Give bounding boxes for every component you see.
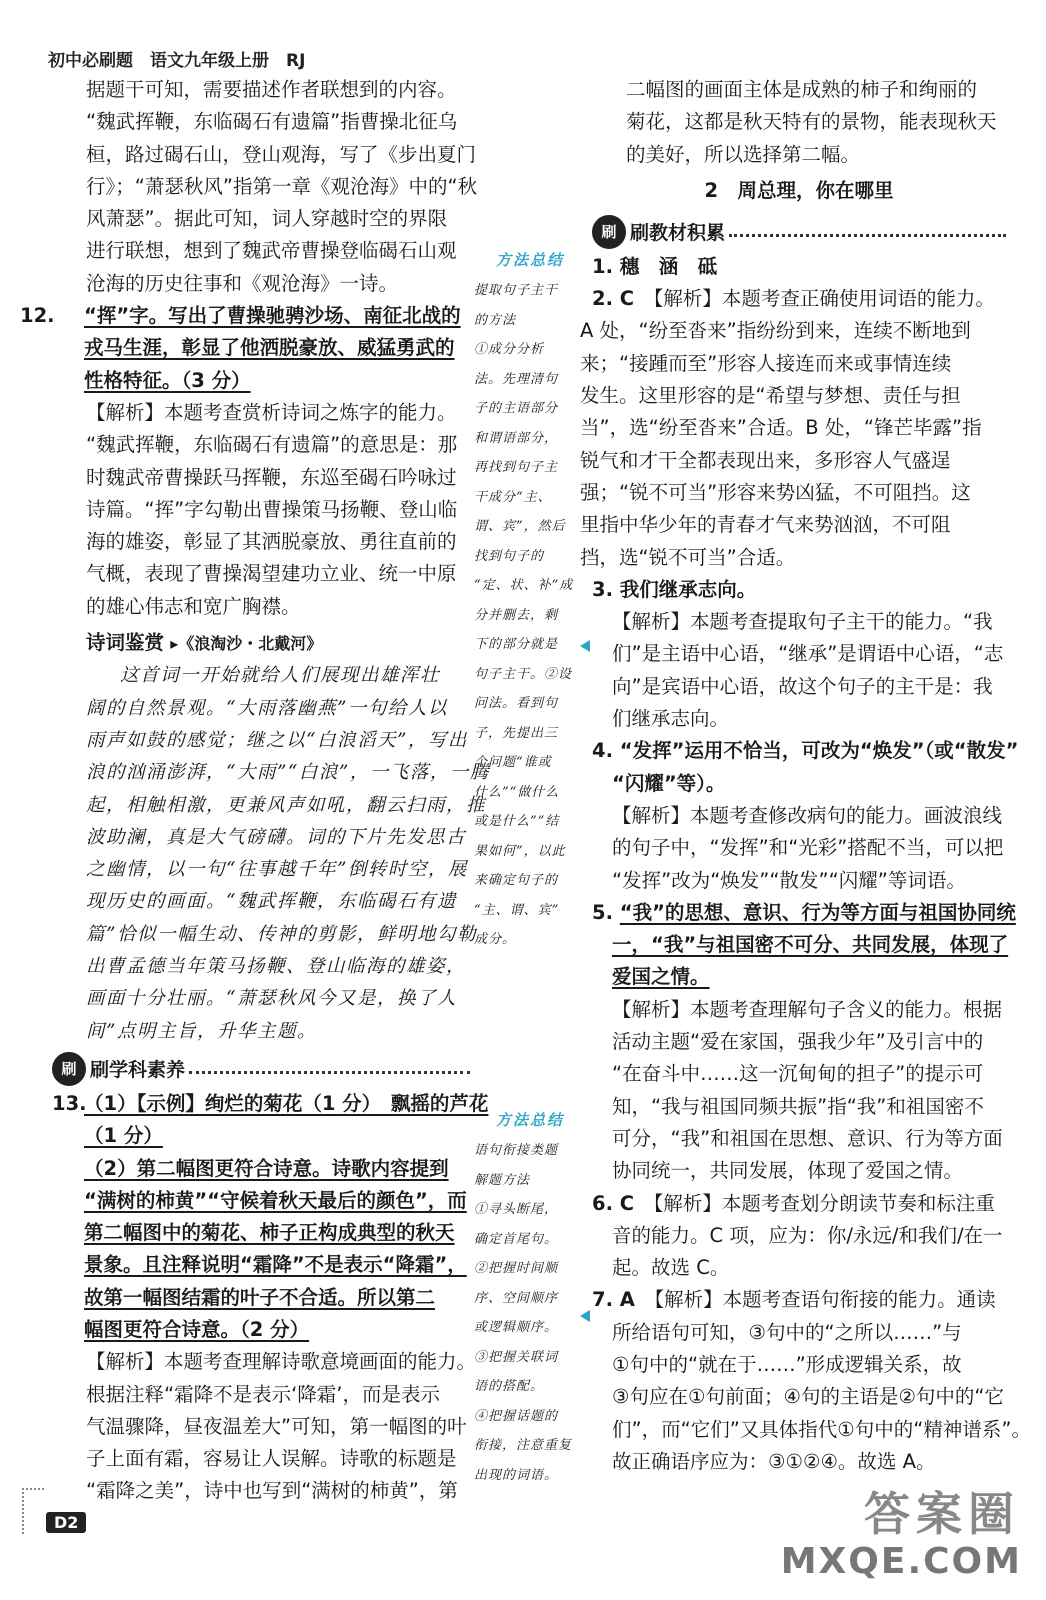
explanation-line: 向”是宾语中心语，故这个句子的主干是：我 <box>612 674 993 698</box>
answer-line: A 处，“纷至沓来”指纷纷到来，连续不断地到 <box>580 319 971 343</box>
explanation-line: 可分，“我”和祖国在思想、意识、行为等方面 <box>612 1126 1003 1150</box>
poem-appreciation-text <box>52 660 490 1048</box>
q5-explanation <box>592 994 1006 1188</box>
answer-text: “满树的柿黄”“守候着秋天最后的颜色”，而 <box>84 1188 467 1212</box>
tip-line: 找到句子的 <box>474 548 545 564</box>
answer-line: 音的能力。C 项，应为：你/永远/和我们/在一 <box>612 1223 1003 1247</box>
q5-answer <box>592 897 1016 994</box>
tip-line: 确定首尾句。 <box>474 1231 559 1247</box>
section-textbook-accumulation <box>592 215 1006 249</box>
answer-line: 强；“锐不可当”形容来势凶猛，不可阻挡。这 <box>580 480 971 504</box>
tip-heading: 方法总结 <box>495 1111 564 1129</box>
tip-line: 分并删去，剩 <box>474 607 559 623</box>
answer-line <box>52 1185 470 1217</box>
text-line: 据题干可知，需要描述作者联想到的内容。 <box>86 78 457 101</box>
answer-line <box>592 961 1006 993</box>
explanation-line: 根据注释“霜降不是表示‘降霜’，而是表示 <box>86 1382 440 1406</box>
explanation-line: “在奋斗中……这一沉甸甸的担子”的提示可 <box>612 1062 984 1086</box>
tip-line: 子的主语部分 <box>474 401 559 416</box>
text-line: 行》；“萧瑟秋风”指第一章《观沧海》中的“秋 <box>86 174 478 198</box>
text-line: 桓，路过碣石山，登山观海，写了《步出夏门 <box>86 142 477 166</box>
tip-line: 或逻辑顺序。 <box>474 1320 559 1335</box>
explanation-line: 【解析】本题考查提取句子主干的能力。“我 <box>612 610 993 634</box>
section-subject-literacy <box>52 1052 470 1086</box>
q3-explanation <box>592 606 1006 735</box>
q13-explanation <box>52 1346 477 1507</box>
poem-line: 之幽情，以一句“往事越千年”倒转时空，展 <box>86 859 468 881</box>
answer-text: 爱国之情。 <box>612 965 710 989</box>
left-column <box>20 74 490 1508</box>
explanation-line: 【解析】本题考查修改病句的能力。画波浪线 <box>612 803 1003 827</box>
explanation-line: 【解析】本题考查赏析诗词之炼字的能力。 <box>86 400 457 424</box>
dotted-divider <box>189 1070 470 1074</box>
tip-line: 个问题“谁或 <box>474 755 552 770</box>
answer-line: 2. C 【解析】本题考查正确使用词语的能力。 <box>592 287 995 311</box>
tip-line: 干成分“主、 <box>474 489 552 505</box>
tip-line: 衔接，注意重复 <box>474 1438 573 1453</box>
answer-line: 故正确语序应为：③①②④。故选 A。 <box>612 1449 936 1473</box>
pointer-arrow-icon <box>580 1310 590 1322</box>
tip-line: 提取句子主干 <box>474 283 559 298</box>
unit-title: 2 周总理，你在哪里 <box>704 178 894 202</box>
answer-text: 第二幅图中的菊花、柿子正构成典型的秋天 <box>84 1221 455 1245</box>
question-number: 12. <box>20 304 55 328</box>
q6-number-choice: 6. C <box>592 1191 635 1215</box>
tip-line: ④把握话题的 <box>474 1408 559 1424</box>
answer-line <box>52 1314 470 1346</box>
poem-appreciation-subtitle: ▸《浪淘沙・北戴河》 <box>170 634 323 654</box>
tip-line: 子，先提出三 <box>474 725 559 741</box>
poem-appreciation-title: 诗词鉴赏 <box>86 631 165 655</box>
text-line: 二幅图的画面主体是成熟的柿子和绚丽的 <box>626 78 978 101</box>
question-number: 13. <box>52 1091 87 1115</box>
answer-line: 7. A 【解析】本题考查语句衔接的能力。通读 <box>592 1288 996 1312</box>
tip-line: “主、谓、宾” <box>474 902 560 918</box>
answer-line: 锐气和才干全都表现出来，多形容人气盛逞 <box>580 448 951 472</box>
explanation-line: 的句子中，“发挥”和“光彩”搭配不当，可以把 <box>612 836 1004 860</box>
tip-line: 解题方法 <box>474 1172 531 1188</box>
explanation-line: 诗篇。“挥”字勾勒出曹操策马扬鞭、登山临 <box>86 497 458 521</box>
tip-heading: 方法总结 <box>495 251 564 269</box>
tip-line: 句子主干。②设 <box>474 666 573 682</box>
tip-line: 什么”“做什么 <box>474 784 560 800</box>
method-summary-tip-1 <box>474 244 586 955</box>
tip-line: 成分。 <box>474 932 517 947</box>
poem-line: 浪的汹涌澎湃，“大雨”“白浪”，一飞落，一腾 <box>86 762 490 784</box>
poem-line: 波助澜，真是大气磅礴。词的下片先发思古 <box>86 826 467 848</box>
brush-badge-icon: 刷 <box>592 215 626 249</box>
method-summary-tip-2 <box>474 1104 586 1490</box>
answer-line: ①句中的“就在于……”形成逻辑关系，故 <box>612 1352 962 1376</box>
answer-line <box>52 1153 470 1185</box>
explanation-line: 海的雄姿，彰显了其洒脱豪放、勇往直前的 <box>86 530 457 554</box>
explanation-line: “发挥”改为“焕发”“散发”“闪耀”等词语。 <box>612 868 966 892</box>
answer-line: 5. “我”的思想、意识、行为等方面与祖国协同统 <box>592 900 1016 924</box>
page-header: 初中必刷题 语文九年级上册 RJ <box>48 51 306 71</box>
poem-line: 现历史的画面。“魏武挥鞭，东临碣石有遗 <box>86 891 457 913</box>
answer-text: 幅图更符合诗意。（2 分） <box>84 1317 310 1341</box>
section-title: 刷教材积累 <box>630 222 726 245</box>
poem-line: 画面十分壮丽。“萧瑟秋风今又是，换了人 <box>86 988 457 1010</box>
tip-line: “定、状、补”成 <box>474 578 574 593</box>
tip-line: 或是什么”“结 <box>474 814 560 829</box>
brush-badge-icon: 刷 <box>52 1052 86 1086</box>
answer-text: 一，“我”与祖国密不可分、共同发展，体现了 <box>612 933 1009 957</box>
explanation-line: 子上面有霜，容易让人误解。诗歌的标题是 <box>86 1447 457 1471</box>
q13-explanation-continued <box>592 74 1006 171</box>
answer-text: 故第一幅图结霜的叶子不合适。所以第二 <box>84 1285 436 1309</box>
explanation-line: “霜降之美”，诗中也写到“满树的柿黄”，第 <box>86 1479 458 1503</box>
answer-line <box>592 929 1009 961</box>
answer-line: 起。故选 C。 <box>612 1256 730 1280</box>
poem-line: 这首词一开始就给人们展现出雄浑壮 <box>120 665 441 687</box>
tip-line: 法。先理清句 <box>474 371 559 387</box>
q12-explanation <box>52 397 470 623</box>
q3-answer: 3. 我们继承志向。 <box>592 577 757 601</box>
watermark-url: MXQE.COM <box>780 1541 1022 1582</box>
q1-answer: 1. 穗 涵 砥 <box>592 254 718 278</box>
tip-line: ①成分分析 <box>474 342 545 357</box>
answer-line <box>20 300 470 332</box>
q2-number-choice: 2. C <box>592 287 635 311</box>
answer-line <box>84 332 470 364</box>
answer-line: “闪耀”等）。 <box>612 771 726 795</box>
answer-line <box>52 1088 489 1120</box>
section-title: 刷学科素养 <box>90 1059 186 1082</box>
explanation-line: 的雄心伟志和宽广胸襟。 <box>86 594 301 618</box>
text-line: 菊花，这都是秋天特有的景物，能表现秋天 <box>626 110 997 134</box>
explanation-line: 气概，表现了曹操渴望建功立业、统一中原 <box>86 562 457 586</box>
tip-line: 来确定句子的 <box>474 873 559 888</box>
explanation-line: 时魏武帝曹操跃马挥鞭，东巡至碣石吟咏过 <box>86 465 457 489</box>
tip-line: ①寻头断尾， <box>474 1202 559 1217</box>
poem-line: 阔的自然景观。“大雨落幽燕”一句给人以 <box>86 697 448 719</box>
answer-line: ③句应在①句前面；④句的主语是②句中的“它 <box>612 1385 1005 1409</box>
explanation-line: 【解析】本题考查理解句子含义的能力。根据 <box>612 997 1003 1021</box>
text-line: 风萧瑟”。据此可知，词人穿越时空的界限 <box>86 207 448 231</box>
poem-line: 间”点明主旨，升华主题。 <box>86 1020 317 1042</box>
tip-line: 再找到句子主 <box>474 460 559 475</box>
answer-line: 当”，选“纷至沓来”合适。B 处，“锋芒毕露”指 <box>580 416 982 440</box>
q4-answer <box>592 735 1019 800</box>
q4-explanation <box>592 800 1006 897</box>
answer-text: “我”的思想、意识、行为等方面与祖国协同统 <box>619 900 1016 924</box>
tip-line: 下的部分就是 <box>474 637 559 652</box>
tip-line: 果如何”，以此 <box>474 843 566 859</box>
answer-line <box>52 1217 470 1249</box>
answer-text: 景象。且注释说明“霜降”不是表示“降霜”， <box>84 1253 467 1277</box>
answer-line: 发生。这里形容的是“希望与梦想、责任与担 <box>580 384 961 408</box>
text-line: “魏武挥鞭，东临碣石有遗篇”指曹操北征乌 <box>86 110 458 134</box>
page-number: D2 <box>46 1512 86 1533</box>
answer-text: 性格特征。（3 分） <box>84 368 251 392</box>
q7-answer <box>592 1284 1031 1478</box>
answer-text: （1）【示例】绚烂的菊花（1 分） 飘摇的芦花 <box>84 1091 489 1115</box>
explanation-line: 知，“我与祖国同频共振”指“我”和祖国密不 <box>612 1094 984 1118</box>
explanation-line: 活动主题“爱在家国，强我少年”及引言中的 <box>612 1030 984 1054</box>
explanation-line: “魏武挥鞭，东临碣石有遗篇”的意思是：那 <box>86 433 458 457</box>
poem-line: 篇”恰似一幅生动、传神的剪影，鲜明地勾勒 <box>86 923 477 945</box>
answer-line: 们”，而“它们”又具体指代①句中的“精神谱系”。 <box>612 1417 1031 1441</box>
tip-line: 问法。看到句 <box>474 696 559 711</box>
answer-line <box>52 1120 470 1152</box>
tip-line: ②把握时间顺 <box>474 1261 559 1276</box>
watermark-logo-text: 答案圈 <box>864 1487 1020 1541</box>
explanation-line: 【解析】本题考查理解诗歌意境画面的能力。 <box>86 1350 477 1374</box>
right-column <box>580 74 1031 1478</box>
answer-line: 所给语句可知，③句中的“之所以……”与 <box>612 1320 962 1344</box>
tip-body <box>474 276 586 955</box>
q2-answer <box>580 283 1006 574</box>
q12-answer-block <box>20 300 470 397</box>
explanation-line: 们”是主语中心语，“继承”是谓语中心语，“志 <box>612 642 1004 666</box>
poem-line: 起，相触相激，更兼风声如吼，翻云扫雨，推 <box>86 794 487 816</box>
q6-answer <box>592 1188 1006 1285</box>
q13-answer <box>52 1088 489 1346</box>
tip-line: ③把握关联词 <box>474 1349 559 1365</box>
q7-number-choice: 7. A <box>592 1288 635 1312</box>
explanation-line: 协同统一，共同发展，体现了爱国之情。 <box>612 1159 964 1183</box>
text-line: 进行联想，想到了魏武帝曹操登临碣石山观 <box>86 239 457 263</box>
answer-line: 挡，选“锐不可当”合适。 <box>580 545 796 569</box>
answer-text: 戎马生涯，彰显了他洒脱豪放、威猛勇武的 <box>84 336 455 360</box>
answer-text: （2）第二幅图更符合诗意。诗歌内容提到 <box>84 1156 449 1180</box>
answer-line <box>52 1249 470 1281</box>
answer-line: 4. “发挥”运用不恰当，可改为“焕发”（或“散发” <box>592 739 1019 763</box>
tip-line: 语句衔接类题 <box>474 1143 559 1158</box>
explanation-line: 们继承志向。 <box>612 707 730 731</box>
answer-line: 来；“接踵而至”形容人接连而来或事情连续 <box>580 351 952 375</box>
answer-text: （1 分） <box>84 1124 163 1148</box>
poem-line: 出曹孟德当年策马扬鞭、登山临海的雄姿， <box>86 956 467 978</box>
tip-line: 和谓语部分， <box>474 430 559 446</box>
tip-line: 语的搭配。 <box>474 1379 545 1394</box>
page-number-tag <box>22 1488 108 1532</box>
answer-text: “挥”字。写出了曹操驰骋沙场、南征北战的 <box>84 304 461 328</box>
text-line: 的美好，所以选择第二幅。 <box>626 142 861 166</box>
explanation-line: 气温骤降，昼夜温差大”可知，第一幅图的叶 <box>86 1414 467 1438</box>
text-line: 沧海的历史往事和《观沧海》一诗。 <box>86 271 399 295</box>
tip-line: 序、空间顺序 <box>474 1290 559 1306</box>
answer-line <box>84 365 470 397</box>
poem-line: 雨声如鼓的感觉；继之以“白浪滔天”，写出 <box>86 729 468 751</box>
q12-answer <box>20 300 470 397</box>
answer-line: 6. C 【解析】本题考查划分朗读节奏和标注重 <box>592 1191 995 1215</box>
q11-explanation-continued <box>52 74 478 300</box>
answer-line <box>52 1282 470 1314</box>
poem-appreciation-heading <box>52 627 470 660</box>
tip-line: 出现的词语。 <box>474 1467 559 1483</box>
pointer-arrow-icon <box>580 640 590 652</box>
tip-body <box>474 1136 586 1490</box>
dotted-divider <box>729 233 1006 237</box>
tip-line: 的方法 <box>474 312 517 328</box>
answer-line: 里指中华少年的青春才气来势汹汹，不可阻 <box>580 513 951 537</box>
tip-line: 谓、宾”，然后 <box>474 519 566 534</box>
